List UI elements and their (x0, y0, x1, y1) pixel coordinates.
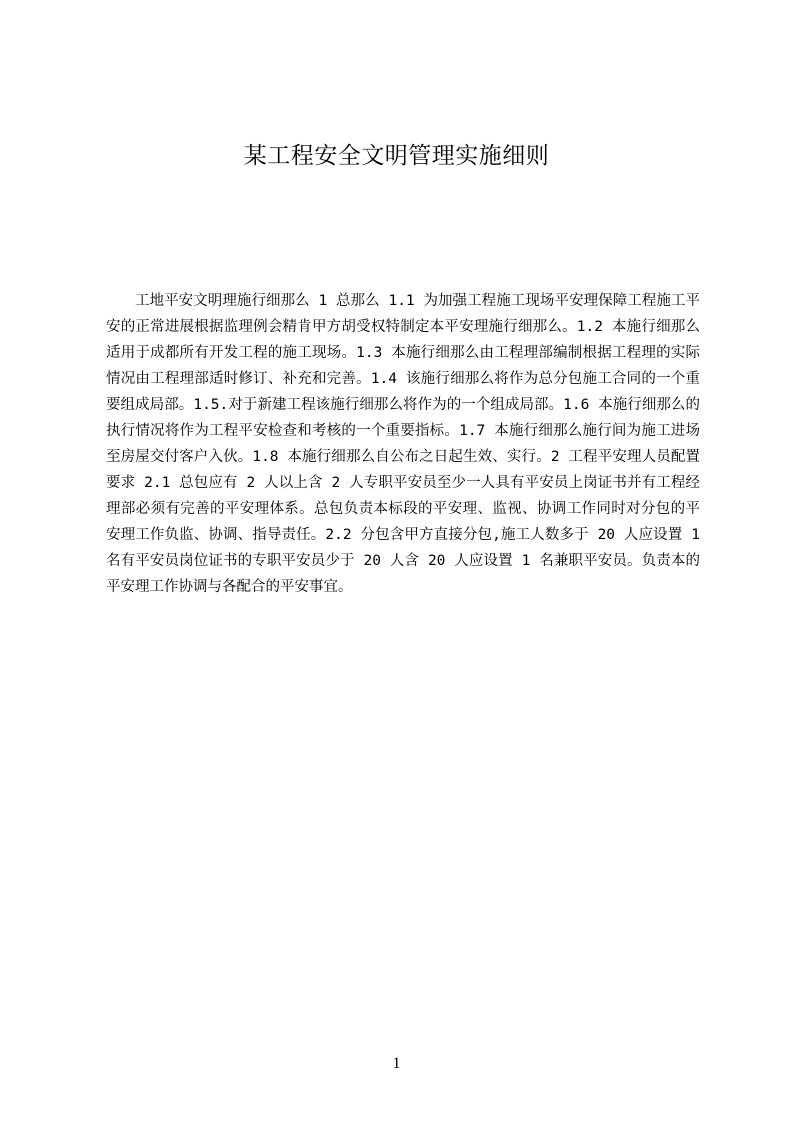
page-number: 1 (392, 1055, 401, 1072)
body-paragraph: 工地平安文明理施行细那么 1 总那么 1.1 为加强工程施工现场平安理保障工程施工平安的正常进展根据监理例会精肯甲方胡受权特制定本平安理施行细那么。1.2 本施行细那么适用于成都所有开发工程的施工现场。1.3 本施行细那么由工程理部编制根据工程理的实际情况由工程理部适时修订、补充和完善。1.4 该施行细那么将作为总分包施工合同的一个重要组成局部。1.5.对于新建工程该施行细那么将作为的一个组成局部。1.6 本施行细那么的执行情况将作为工程平安检查和考核的一个重要指标。1.7 本施行细那么施行间为施工进场至房屋交付客户入伙。1.8 本施行细那么自公布之日起生效、实行。2 工程平安理人员配置要求 2.1 总包应有 2 人以上含 2 人专职平安员至少一人具有平安员上岗证书并有工程经理部必须有完善的平安理体系。总包负责本标段的平安理、监视、协调工作同时对分包的平安理工作负监、协调、指导责任。2.2 分包含甲方直接分包,施工人数多于 20 人应设置 1 名有平安员岗位证书的专职平安员少于 20 人含 20 人应设置 1 名兼职平安员。负责本的平安理工作协调与各配合的平安事宜。 (106, 293, 700, 595)
document-title: 某工程安全文明管理实施细则 (243, 143, 550, 169)
